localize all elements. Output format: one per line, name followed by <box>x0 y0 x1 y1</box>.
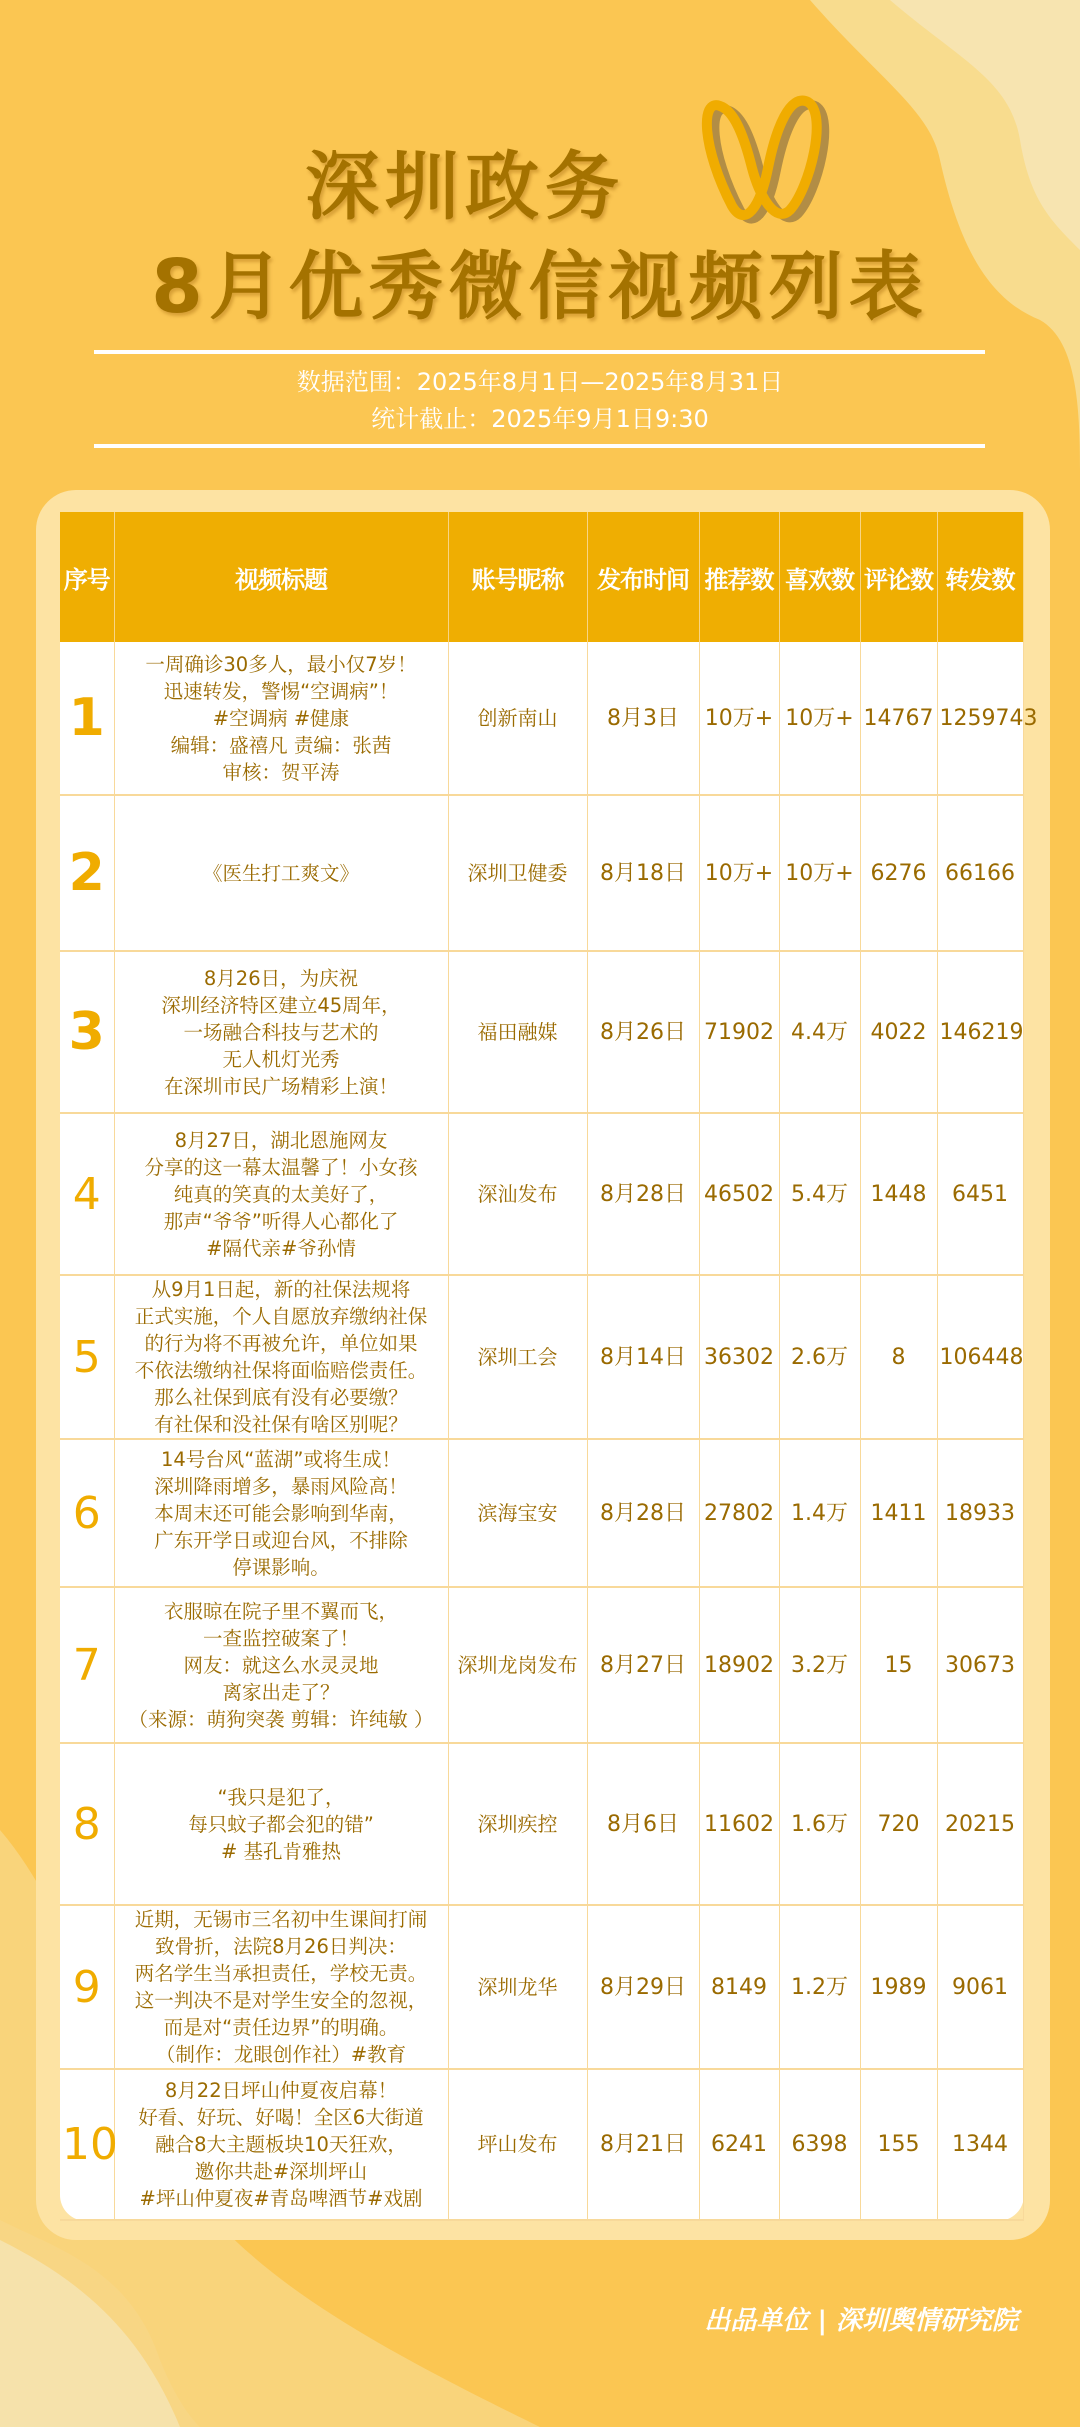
table-row <box>60 1743 1023 1905</box>
recommend-cell: 10万+ <box>699 795 779 951</box>
date-cell: 8月3日 <box>587 642 699 795</box>
comments-cell: 6276 <box>860 795 937 951</box>
comments-cell: 8 <box>860 1275 937 1439</box>
likes-cell: 4.4万 <box>779 951 860 1113</box>
table-row <box>60 1275 1023 1439</box>
rank-cell: 6 <box>60 1439 114 1587</box>
rank-cell: 1 <box>60 642 114 795</box>
table-row <box>60 1905 1023 2069</box>
date-cell: 8月29日 <box>587 1905 699 2069</box>
account-cell: 深圳卫健委 <box>448 795 587 951</box>
shares-cell: 66166 <box>937 795 1023 951</box>
table-row <box>60 642 1023 795</box>
likes-cell: 3.2万 <box>779 1587 860 1743</box>
table-row <box>60 1113 1023 1275</box>
table-row <box>60 1587 1023 1743</box>
channels-logo-icon <box>690 88 840 228</box>
date-cell: 8月26日 <box>587 951 699 1113</box>
header-date: 发布时间 <box>587 512 699 642</box>
likes-cell: 5.4万 <box>779 1113 860 1275</box>
recommend-cell: 18902 <box>699 1587 779 1743</box>
shares-cell: 9061 <box>937 1905 1023 2069</box>
recommend-cell: 71902 <box>699 951 779 1113</box>
date-cell: 8月27日 <box>587 1587 699 1743</box>
title-line-1: 深圳政务 <box>305 144 625 230</box>
divider-bottom <box>94 444 985 448</box>
header-rank: 序号 <box>60 512 114 642</box>
footer-publisher: 出品单位 | 深圳舆情研究院 <box>704 2306 1018 2336</box>
recommend-cell: 46502 <box>699 1113 779 1275</box>
account-cell: 深汕发布 <box>448 1113 587 1275</box>
rank-cell: 4 <box>60 1113 114 1275</box>
title-cell: 8月22日坪山仲夏夜启幕！ 好看、好玩、好喝！全区6大街道 融合8大主题板块10天狂欢， 邀你共赴#深圳坪山 #坪山仲夏夜#青岛啤酒节#戏剧 <box>114 2069 448 2220</box>
recommend-cell: 36302 <box>699 1275 779 1439</box>
date-cell: 8月28日 <box>587 1439 699 1587</box>
comments-cell: 1411 <box>860 1439 937 1587</box>
likes-cell: 10万+ <box>779 642 860 795</box>
title-cell: 8月26日，为庆祝 深圳经济特区建立45周年， 一场融合科技与艺术的 无人机灯光秀 在深圳市民广场精彩上演！ <box>114 951 448 1113</box>
recommend-cell: 10万+ <box>699 642 779 795</box>
header-account: 账号昵称 <box>448 512 587 642</box>
rank-cell: 10 <box>60 2069 114 2220</box>
header-comments: 评论数 <box>860 512 937 642</box>
divider-top <box>94 350 985 354</box>
rank-cell: 3 <box>60 951 114 1113</box>
account-cell: 滨海宝安 <box>448 1439 587 1587</box>
account-cell: 深圳工会 <box>448 1275 587 1439</box>
table-row <box>60 951 1023 1113</box>
header-title: 视频标题 <box>114 512 448 642</box>
title-cell: 14号台风“蓝湖”或将生成！ 深圳降雨增多，暴雨风险高！ 本周末还可能会影响到华南， 广东开学日或迎台风，不排除 停课影响。 <box>114 1439 448 1587</box>
account-cell: 创新南山 <box>448 642 587 795</box>
shares-cell: 6451 <box>937 1113 1023 1275</box>
shares-cell: 1344 <box>937 2069 1023 2220</box>
title-cell: 近期，无锡市三名初中生课间打闹 致骨折，法院8月26日判决： 两名学生当承担责任，学校无责。 这一判决不是对学生安全的忽视， 而是对“责任边界”的明确。 （制作：龙眼创作社）#教育 <box>114 1905 448 2069</box>
date-cell: 8月18日 <box>587 795 699 951</box>
likes-cell: 1.4万 <box>779 1439 860 1587</box>
recommend-cell: 8149 <box>699 1905 779 2069</box>
comments-cell: 1448 <box>860 1113 937 1275</box>
recommend-cell: 6241 <box>699 2069 779 2220</box>
stat-cutoff: 统计截止：2025年9月1日9:30 <box>371 405 709 433</box>
account-cell: 深圳龙华 <box>448 1905 587 2069</box>
likes-cell: 1.6万 <box>779 1743 860 1905</box>
comments-cell: 155 <box>860 2069 937 2220</box>
header-likes: 喜欢数 <box>779 512 860 642</box>
date-cell: 8月14日 <box>587 1275 699 1439</box>
shares-cell: 18933 <box>937 1439 1023 1587</box>
header-recommend: 推荐数 <box>699 512 779 642</box>
title-cell: 从9月1日起，新的社保法规将 正式实施，个人自愿放弃缴纳社保 的行为将不再被允许，单位如果 不依法缴纳社保将面临赔偿责任。 那么社保到底有没有必要缴？ 有社保和没社保有啥区别呢？ <box>114 1275 448 1439</box>
shares-cell: 106448 <box>937 1275 1023 1439</box>
comments-cell: 15 <box>860 1587 937 1743</box>
date-cell: 8月28日 <box>587 1113 699 1275</box>
table-header-row <box>60 512 1023 642</box>
account-cell: 深圳龙岗发布 <box>448 1587 587 1743</box>
shares-cell: 1259743 <box>937 642 1023 795</box>
table-row <box>60 795 1023 951</box>
rank-cell: 8 <box>60 1743 114 1905</box>
comments-cell: 1989 <box>860 1905 937 2069</box>
rank-cell: 9 <box>60 1905 114 2069</box>
title-line-2: 8月优秀微信视频列表 <box>151 244 929 330</box>
header-shares: 转发数 <box>937 512 1023 642</box>
shares-cell: 20215 <box>937 1743 1023 1905</box>
shares-cell: 146219 <box>937 951 1023 1113</box>
comments-cell: 14767 <box>860 642 937 795</box>
rank-cell: 5 <box>60 1275 114 1439</box>
title-cell: “我只是犯了， 每只蚊子都会犯的错” # 基孔肯雅热 <box>114 1743 448 1905</box>
account-cell: 福田融媒 <box>448 951 587 1113</box>
comments-cell: 720 <box>860 1743 937 1905</box>
likes-cell: 6398 <box>779 2069 860 2220</box>
rank-cell: 7 <box>60 1587 114 1743</box>
account-cell: 深圳疾控 <box>448 1743 587 1905</box>
title-cell: 一周确诊30多人，最小仅7岁！ 迅速转发，警惕“空调病”！ #空调病 #健康 编辑：盛禧凡 责编：张茜 审核：贺平涛 <box>114 642 448 795</box>
title-cell: 衣服晾在院子里不翼而飞， 一查监控破案了！ 网友：就这么水灵灵地 离家出走了？ （来源：萌狗突袭 剪辑：许纯敏 ） <box>114 1587 448 1743</box>
title-cell: 8月27日，湖北恩施网友 分享的这一幕太温馨了！小女孩 纯真的笑真的太美好了， 那声“爷爷”听得人心都化了 #隔代亲#爷孙情 <box>114 1113 448 1275</box>
rank-cell: 2 <box>60 795 114 951</box>
date-cell: 8月21日 <box>587 2069 699 2220</box>
shares-cell: 30673 <box>937 1587 1023 1743</box>
table-row <box>60 1439 1023 1587</box>
account-cell: 坪山发布 <box>448 2069 587 2220</box>
table-row <box>60 2069 1023 2220</box>
comments-cell: 4022 <box>860 951 937 1113</box>
date-cell: 8月6日 <box>587 1743 699 1905</box>
data-range: 数据范围：2025年8月1日—2025年8月31日 <box>296 368 784 396</box>
recommend-cell: 11602 <box>699 1743 779 1905</box>
title-cell: 《医生打工爽文》 <box>114 795 448 951</box>
video-ranking-table <box>60 512 1038 2221</box>
recommend-cell: 27802 <box>699 1439 779 1587</box>
likes-cell: 2.6万 <box>779 1275 860 1439</box>
likes-cell: 1.2万 <box>779 1905 860 2069</box>
likes-cell: 10万+ <box>779 795 860 951</box>
